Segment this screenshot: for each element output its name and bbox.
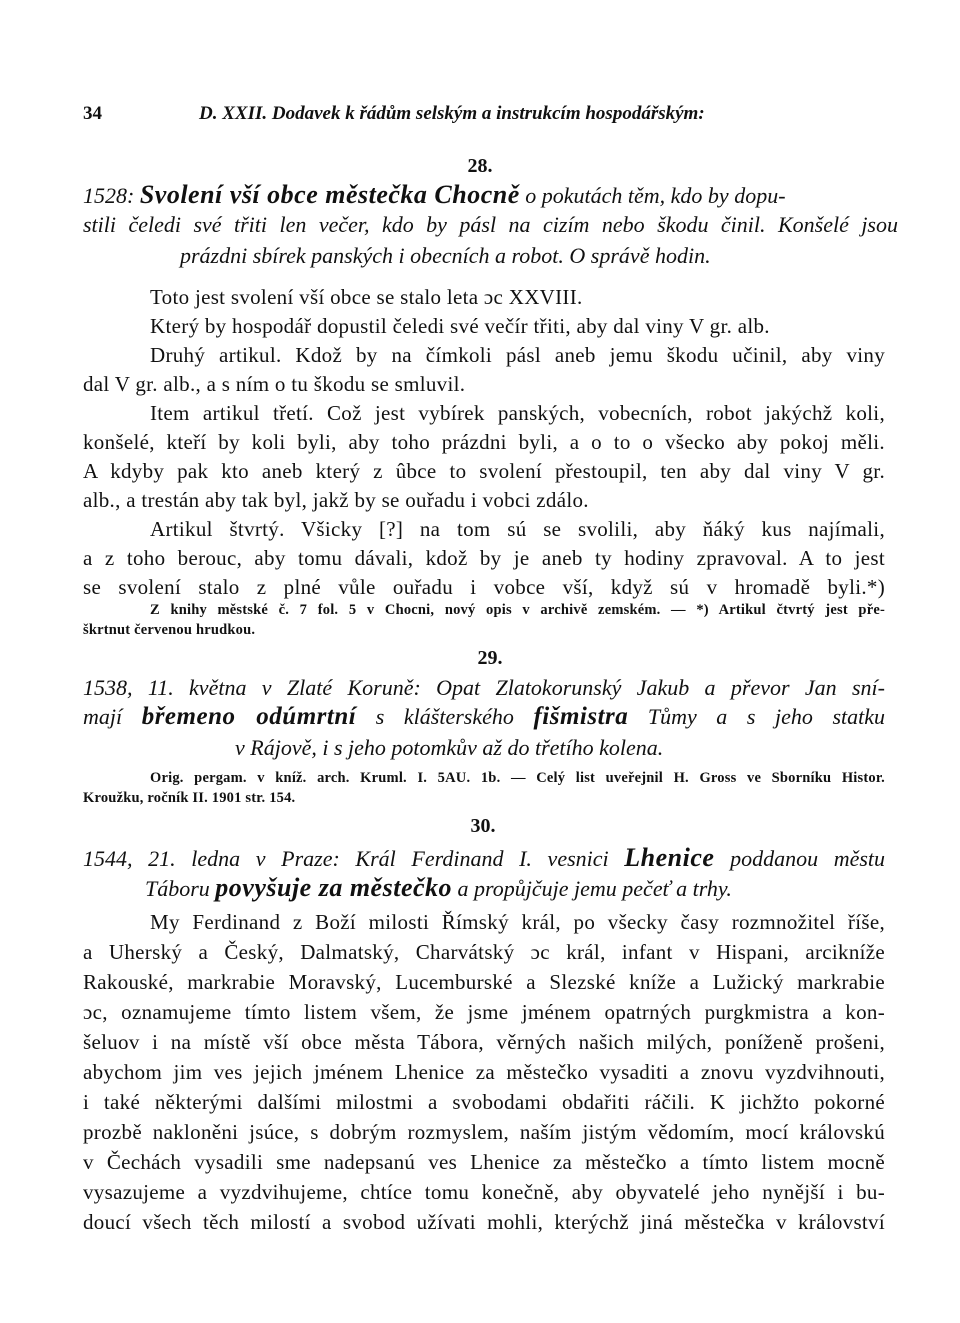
text-28-line-8: alb., a trestán aby tak byl, jakž by se ouřadu i vobci zdálo. (83, 488, 589, 512)
rubric-29-line-3: v Rájově, i s jeho potomkův až do třetího kolena. (235, 735, 664, 760)
note-28-line-1: Z knihy městské č. 7 fol. 5 v Chocni, nový opis v archivě zemském. — *) Artikul čtvrtý jest pře- (150, 602, 885, 618)
running-title: D. XXII. Dodavek k řádům selským a instrukcím hospodářským: (199, 103, 705, 124)
text-28-line-3: Druhý artikul. Kdož by na čímkoli pásl aneb jemu škodu učinil, aby viny (150, 343, 885, 367)
text-30-line-6: abychom jim ves jejich jménem Lhenice za městečko vysaditi a znovu vyzdvihnouti, (83, 1060, 885, 1084)
rubric-29-line-2 (83, 703, 885, 731)
page-number: 34 (83, 103, 102, 124)
rubric-30-title-1: Lhenice (624, 843, 715, 872)
text-28-line-10: a z toho berouc, aby tomu dávali, kdož by je aneb ty hodiny zpravoval. A to jest (83, 546, 885, 570)
text-30-line-2: a Uherský a Český, Dalmatský, Charvátský ɔc král, infant v Hispani, arcikníže (83, 940, 885, 964)
text-30-line-11: doucí všech těch milostí a svobod užívati mohli, kterýchž jiná městečka v království (83, 1210, 885, 1234)
text-30-line-9: v Čechách vysadili sme nadepsanú ves Lhenice za městečko a tímto listem mocně (83, 1150, 885, 1174)
rubric-30-e: a propůjčuje jemu pečeť a trhy. (457, 876, 732, 901)
text-30-line-3: Rakouské, markrabie Moravský, Lucemburské a Slezské kníže a Lužický markrabie (83, 970, 885, 994)
text-30-line-7: i také některými dalšími milostmi a svobodami obdařiti ráčili. K jichžto pokorné (83, 1090, 885, 1114)
text-30-line-8: prozbě nakloněni jsúce, s dobrým rozmyslem, naším jistým vědomím, mocí královskú (83, 1120, 885, 1144)
text-28-line-1: Toto jest svolení vší obce se stalo leta ɔc XXVIII. (150, 285, 583, 309)
text-28-line-2: Který by hospodář dopustil čeledi své večír třiti, aby dal viny V gr. alb. (150, 314, 770, 338)
rubric-28-rest: o pokutách těm, kdo by dopu- (525, 183, 786, 208)
rubric-29-c: s klášterského (375, 704, 514, 729)
note-28-line-2: škrtnut červenou hrudkou. (83, 622, 256, 638)
rubric-28-date: 1528: (83, 183, 135, 208)
rubric-29-line-1: 1538, 11. května v Zlaté Koruně: Opat Zlatokorunský Jakub a převor Jan sní- (83, 675, 885, 700)
document-number-28: 28. (467, 155, 493, 177)
rubric-28-title: Svolení vší obce městečka Chocně (139, 180, 520, 209)
text-28-line-7: A kdyby pak kto aneb který z ûbce to svolení přestoupil, ten aby dal viny V gr. (83, 459, 885, 483)
rubric-30-line-1 (83, 843, 885, 873)
text-28-line-6: konšelé, kteří by koli byli, aby toho prázdni byli, a o to o všecko aby pokoj měli. (83, 430, 885, 454)
note-29-line-1: Orig. pergam. v kníž. arch. Kruml. I. 5AU. 1b. — Celý list uveřejnil H. Gross ve Sborníku Histor. (150, 770, 885, 786)
document-number-29: 29. (477, 647, 503, 669)
rubric-29-a: mají (83, 704, 123, 729)
note-29-line-2: Kroužku, ročník II. 1901 str. 154. (83, 790, 296, 806)
rubric-30-a: 1544, 21. ledna v Praze: Král Ferdinand I. vesnici (83, 846, 609, 871)
rubric-30-title-2: povyšuje za městečko (215, 873, 453, 902)
document-number-30: 30. (470, 815, 496, 837)
rubric-28-line-2: stili čeledi své třiti len večer, kdo by pásl na cizím nebo škodu činil. Konšelé jsou (83, 212, 898, 237)
text-30-line-1: My Ferdinand z Boží milosti Římský král, po všecky časy rozmnožitel říše, (150, 910, 885, 934)
rubric-30-c: poddanou městu (730, 846, 886, 871)
rubric-30-d: Táboru (145, 876, 210, 901)
rubric-28-line-3: prázdni sbírek panských i obecních a robot. O správě hodin. (180, 243, 711, 268)
text-28-line-4: dal V gr. alb., a s ním o tu škodu se smluvil. (83, 372, 466, 396)
rubric-29-title-2: fišmistra (533, 703, 629, 730)
text-28-line-5: Item artikul třetí. Což jest vybírek panských, vobecních, robot jakýchž koli, (150, 401, 885, 425)
text-28-line-11: se svolení stalo z plné vůle ouřadu i vobce vší, když sú v hromadě byli.*) (83, 575, 885, 599)
text-28-line-9: Artikul štvrtý. Všicky [?] na tom sú se svolili, aby ňáký kus najímali, (150, 517, 885, 541)
rubric-29-d: Tůmy a s jeho statku (647, 704, 886, 729)
rubric-30-line-2 (145, 873, 732, 903)
text-30-line-10: vysazujeme a vyzdvihujeme, chtíce tomu konečně, aby obyvatelé jeho nynější i bu- (83, 1180, 885, 1204)
rubric-29-title-1: břemeno odúmrtní (141, 703, 357, 730)
text-30-line-4: ɔc, oznamujeme tímto listem všem, že jsme jménem opatrných purgkmistra a kon- (83, 1000, 885, 1024)
rubric-28-line-1 (83, 180, 898, 210)
text-30-line-5: šeluov i na místě vší obce města Tábora, věrných našich milých, poníženě prošeni, (83, 1030, 885, 1054)
